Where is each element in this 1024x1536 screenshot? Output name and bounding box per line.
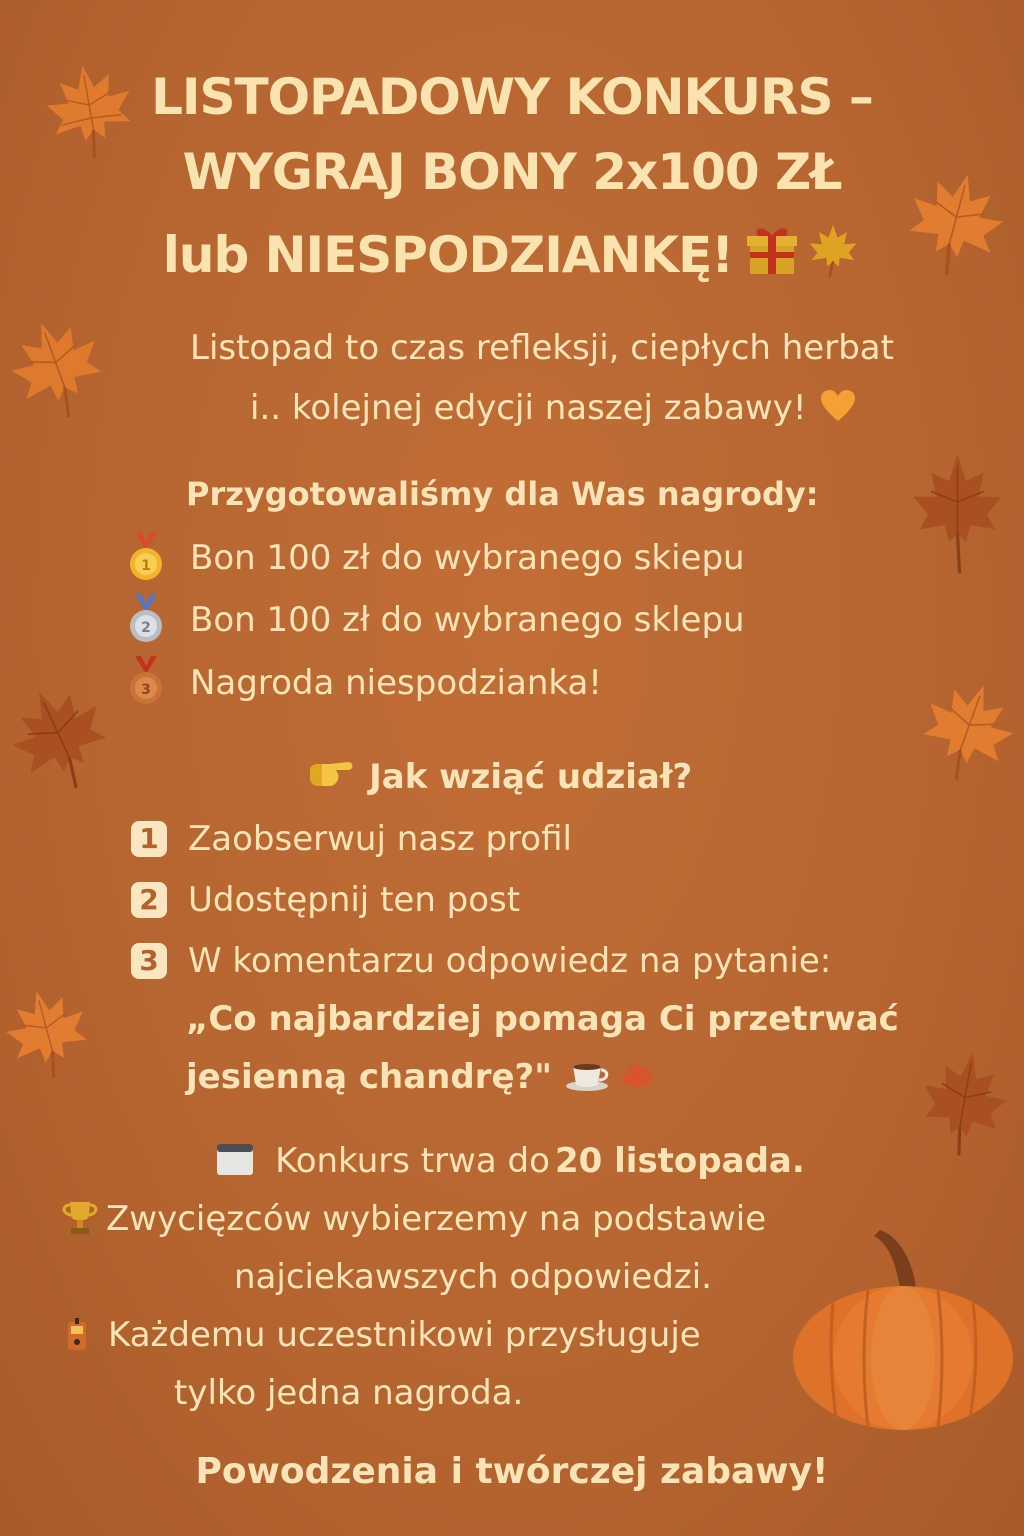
winners-line-2: najciekawszych odpowiedzi. (234, 1257, 712, 1297)
winners-line-1: Zwycięzców wybierzemy na podstawie (106, 1199, 767, 1239)
title-line-2: WYGRAJ BONY 2x100 ZŁ (182, 143, 842, 201)
prize-item-2: Bon 100 zł do wybranego sklepu (190, 600, 745, 640)
prize-item-3: Nagroda niespodzianka! (190, 663, 602, 703)
trophy-icon (62, 1200, 98, 1238)
rule-line-2: tylko jedna nagroda. (174, 1373, 524, 1413)
rule-line-1: Każdemu uczestnikowi przysługuje (108, 1315, 701, 1355)
prizes-heading: Przygotowaliśmy dla Was nagrody: (186, 475, 819, 513)
maple-leaf-icon (915, 1040, 1015, 1165)
step-2-label: Udostępnij ten post (188, 880, 521, 920)
deadline-prefix: Konkurs trwa do (275, 1141, 550, 1181)
maple-leaf-icon (0, 975, 95, 1090)
hot-drink-icon (565, 1058, 611, 1092)
title-line-3-wrap (0, 222, 1024, 284)
intro-line-2: i.. kolejnej edycji naszej zabawy! (250, 388, 807, 428)
deadline-wrap (216, 1141, 805, 1181)
svg-text:3: 3 (141, 682, 151, 698)
step-1-label: Zaobserwuj nasz profil (188, 819, 572, 859)
rule-icon (66, 1318, 88, 1352)
prize-item-1: Bon 100 zł do wybranego skiepu (190, 538, 745, 578)
deadline-date: 20 listopada. (554, 1141, 805, 1181)
autumn-leaf-icon (805, 222, 861, 278)
closing-message: Powodzenia i twórczej zabawy! (195, 1451, 829, 1492)
orange-heart-icon (820, 389, 856, 423)
maple-leaf-icon (915, 670, 1020, 790)
intro-line-2-wrap (250, 388, 856, 428)
bronze-medal-icon (127, 656, 165, 706)
title-line-3: lub NIESPODZIANKĘ! (162, 226, 734, 284)
step-3-label: W komentarzu odpowiedz na pytanie: (188, 941, 832, 981)
gift-icon (744, 222, 800, 278)
howto-heading-wrap (308, 756, 693, 797)
svg-text:1: 1 (141, 558, 151, 574)
maple-leaf-icon (5, 310, 110, 425)
maple-leaf-icon (5, 675, 115, 800)
gold-medal-icon (127, 532, 165, 582)
step-number-3: 3 (131, 943, 167, 979)
question-line-2: jesienną chandrę?" (186, 1057, 552, 1097)
step-number-2: 2 (131, 882, 167, 918)
maple-leaf-icon (905, 440, 1010, 585)
title-line-1: LISTOPADOWY KONKURS – (151, 68, 873, 126)
step-number-1: 1 (131, 821, 167, 857)
question-line-1: „Co najbardziej pomaga Ci przetrwać (186, 999, 899, 1039)
silver-medal-icon (127, 594, 165, 644)
howto-heading: Jak wziąć udział? (369, 757, 693, 797)
fallen-leaves-icon (616, 1058, 658, 1092)
pointing-hand-icon (308, 756, 356, 792)
svg-text:2: 2 (141, 620, 151, 636)
pumpkin-icon (788, 1228, 1018, 1433)
intro-line-1: Listopad to czas refleksji, ciepłych herbat (190, 328, 894, 368)
question-line-2-wrap (186, 1057, 658, 1097)
calendar-icon (216, 1142, 254, 1176)
